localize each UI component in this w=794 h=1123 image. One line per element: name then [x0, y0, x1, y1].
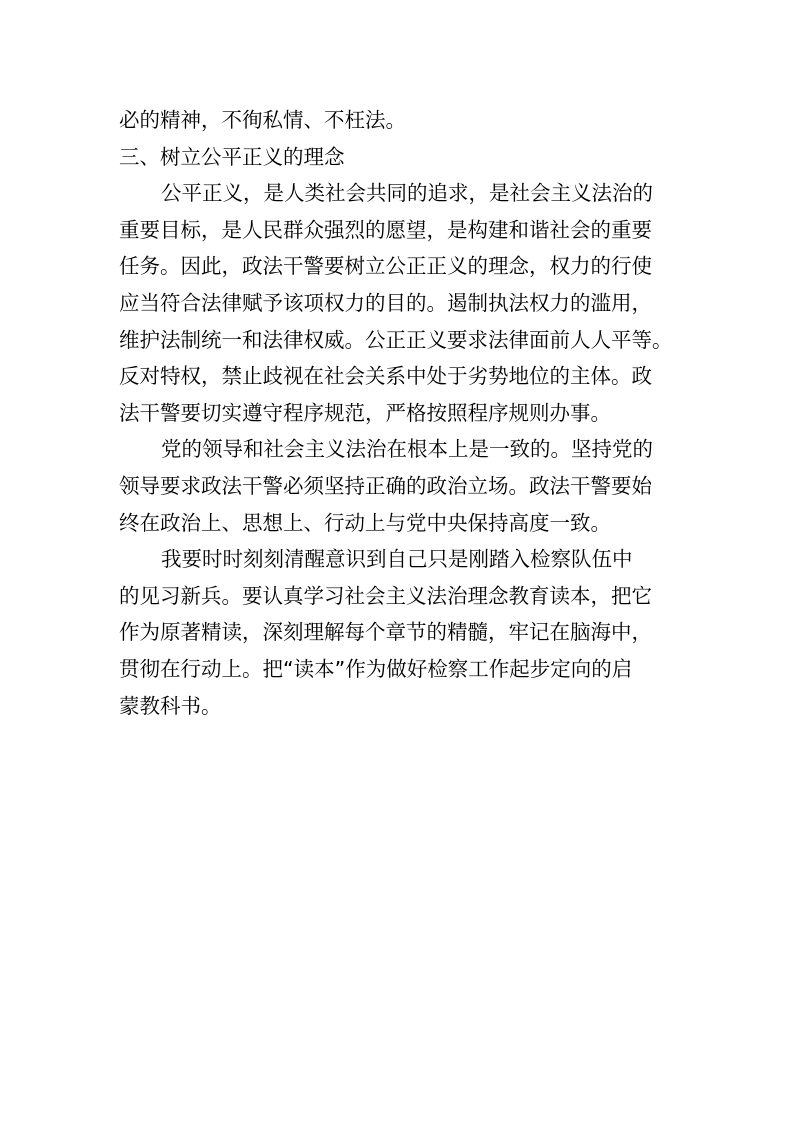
text-line: 终在政治上、思想上、行动上与党中央保持高度一致。: [119, 510, 611, 535]
text-line: 反对特权，禁止歧视在社会关系中处于劣势地位的主体。政: [119, 364, 652, 389]
document-body: [119, 102, 679, 724]
text-line: 公平正义，是人类社会共同的追求，是社会主义法治的: [161, 181, 653, 206]
text-line: 维护法制统一和法律权威。公正正义要求法律面前人人平等。: [119, 327, 673, 352]
text-line: 作为原著精读，深刻理解每个章节的精髓，牢记在脑海中，: [119, 620, 652, 645]
text-line: 领导要求政法干警必须坚持正确的政治立场。政法干警要始: [119, 473, 652, 498]
text-line: 重要目标，是人民群众强烈的愿望，是构建和谐社会的重要: [119, 217, 652, 242]
section-heading: 三、树立公平正义的理念: [119, 144, 345, 169]
text-line: 蒙教科书。: [119, 693, 222, 718]
text-line: 应当符合法律赋予该项权力的目的。遏制执法权力的滥用，: [119, 290, 652, 315]
text-line: 我要时时刻刻清醒意识到自己只是刚踏入检察队伍中: [161, 547, 633, 572]
text-line: 必的精神，不徇私情、不枉法。: [119, 108, 406, 132]
text-line: 贯彻在行动上。把“读本”作为做好检察工作起步定向的启: [119, 656, 633, 681]
text-line: 的见习新兵。要认真学习社会主义法治理念教育读本，把它: [119, 583, 652, 608]
text-line: 法干警要切实遵守程序规范，严格按照程序规则办事。: [119, 400, 611, 425]
text-line: 任务。因此，政法干警要树立公正正义的理念，权力的行使: [119, 254, 652, 279]
text-line: 党的领导和社会主义法治在根本上是一致的。坚持党的: [161, 437, 653, 462]
